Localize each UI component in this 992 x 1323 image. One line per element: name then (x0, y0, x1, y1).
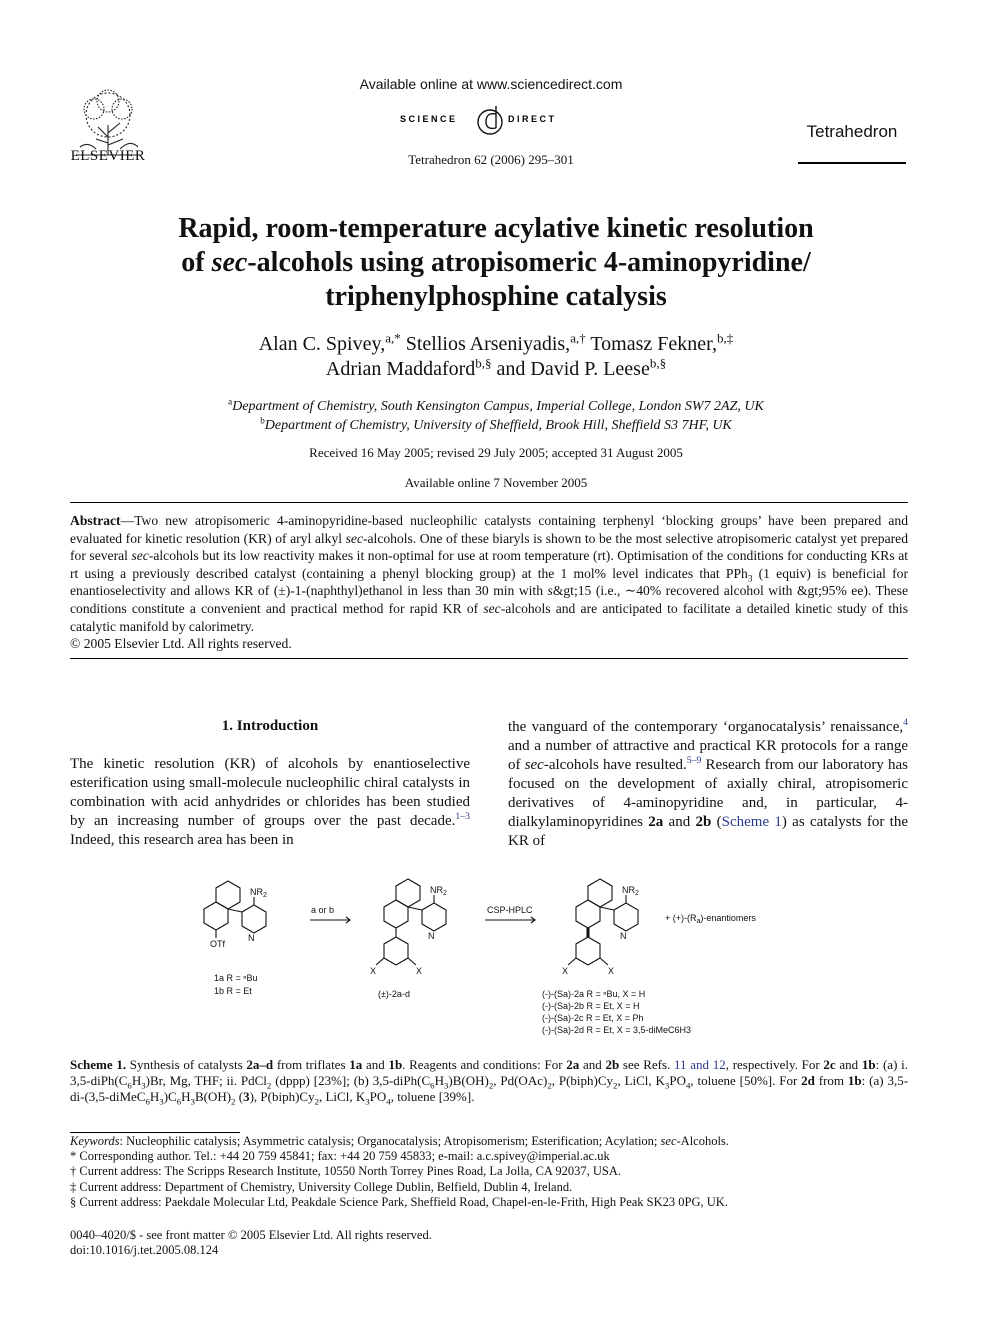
x-label: X (416, 966, 423, 976)
product-2b: (-)-(Sa)-2b R = Et, X = H (542, 1001, 640, 1011)
author: Tomasz Fekner, (590, 333, 718, 355)
elsevier-wordmark: ELSEVIER (70, 148, 146, 164)
author: Alan C. Spivey, (258, 333, 386, 355)
n-label: N (428, 931, 435, 941)
product-2a: (-)-(Sa)-2a R = ⁿBu, X = H (542, 989, 646, 999)
x-label: X (608, 966, 615, 976)
body-column-left: The kinetic resolution (KR) of alcohols by enantioselective esterification using small-molecule nucleophilic chiral catalysts in combination with acid anhydrides or chlorides has been studied by an increasing number of groups over the past decade.$^{1-3}$ Indeed, this research area has been in (70, 756, 470, 848)
nr2-label: $NR_2$ (622, 885, 639, 897)
citation-link[interactable]: 5–9 (686, 755, 702, 766)
scheme-link[interactable]: Scheme 1 (721, 814, 782, 830)
nr2-label: $NR_2$ (250, 887, 267, 899)
n-label: N (248, 933, 255, 943)
section-note: § Current address: Paekdale Molecular Ltd, Peakdale Science Park, Sheffield Road, Chapel-en-le-Frith, High Peak SK23 0PG, UK. (70, 1194, 728, 1209)
affiliation-a: $^a$Department of Chemistry, South Kensington Campus, Imperial College, London SW7 2AZ, UK (228, 396, 764, 414)
label-2: (±)-2a-d (378, 989, 410, 999)
dagger-note: † Current address: The Scripps Research Institute, 10550 North Torrey Pines Road, La Jolla, CA 92037, USA. (70, 1164, 622, 1179)
available-online-banner: Available online at www.sciencedirect.com (359, 76, 623, 92)
arrow1-label: a or b (311, 905, 335, 915)
citation-link[interactable]: 4 (903, 717, 908, 728)
product-2c: (-)-(Sa)-2c R = Et, X = Ph (542, 1013, 644, 1023)
journal-rule (798, 162, 906, 164)
corresponding-author-note: * Corresponding author. Tel.: +44 20 759 45841; fax: +44 20 759 45833; e-mail: a.c.spivey@imperial.ac.uk (70, 1149, 610, 1164)
author: and David P. Leese (496, 358, 650, 380)
scheme-caption: Scheme 1. Synthesis of catalysts 2a–d from triflates 1a and 1b. Reagents and conditions: For 2a and 2b see Refs. 11 and 12, respectively. For 2c and 1b: (a) i. $3,5-diPh(C_6H_3)Br$, Mg, THF; ii. PdCl$_2$ (dppp) [23%]; (b) $3,5-diPh(C_6H_3)B(OH)_2$, $Pd(OAc)_2$, $P(biph)Cy_2$, LiCl, $K_3PO_4$, toluene [50%]. For 2d from 1b: (a) $3,5-di-(3,5-diMeC_6H_3)C_6H_3B(OH)_2$ (3), $P(biph)Cy_2$, LiCl, $K_3PO_4$, toluene [39%]. (70, 1057, 909, 1107)
author-list: Alan C. Spivey,$^{a,*}$ Stellios Arseniyadis,$^{a,\dagger}$ Tomasz Fekner,$^{b,\ddagger}$ Adrian Maddaford$^{b,\S}$ and David P. Leese$^{b,\S}$ (258, 330, 734, 380)
doi-line[interactable]: doi:10.1016/j.tet.2005.08.124 (70, 1243, 219, 1257)
enantiomers-label: + $(+)-(R_a)$-enantiomers (665, 913, 756, 925)
abstract-label: Abstract (70, 513, 121, 528)
otf-label: OTf (210, 939, 225, 949)
title-line-2: of sec-alcohols using atropisomeric 4-aminopyridine/ (181, 247, 811, 278)
sd-left-text: SCIENCE (400, 114, 458, 124)
section-heading: 1. Introduction (221, 718, 319, 734)
abstract-bottom-rule (70, 658, 908, 659)
citation-link[interactable]: 1–3 (455, 811, 470, 822)
footnotes (70, 1134, 908, 1210)
refs-link[interactable]: 11 and 12 (674, 1057, 726, 1072)
issn-line: 0040–4020/$ - see front matter © 2005 Elsevier Ltd. All rights reserved. (70, 1228, 432, 1242)
article-title (100, 212, 892, 314)
label-1b: 1b R = Et (214, 986, 252, 996)
n-label: N (620, 931, 627, 941)
abstract-copyright: © 2005 Elsevier Ltd. All rights reserved. (70, 636, 292, 652)
journal-citation: Tetrahedron 62 (2006) 295–301 (408, 152, 574, 167)
issn-doi (70, 1228, 570, 1258)
scheme-1-graphic (200, 875, 760, 1050)
journal-name: Tetrahedron (806, 122, 898, 141)
title-line-3: triphenylphosphine catalysis (325, 281, 667, 312)
abstract-top-rule (70, 502, 908, 503)
author: Adrian Maddaford (325, 358, 476, 380)
footnote-rule (70, 1132, 240, 1133)
nr2-label: $NR_2$ (430, 885, 447, 897)
arrow2-label: CSP-HPLC (487, 905, 533, 915)
body-column-right: the vanguard of the contemporary ‘organocatalysis’ renaissance,$^4$ and a number of attractive and practical KR protocols for a range of sec-alcohols have resulted.$^{5-9}$ Research from our laboratory has focused on the development of axially chiral, atropisomeric derivatives of 4-aminopyridine and, in particular, 4-dialkylaminopyridines 2a and 2b (Scheme 1) as catalysts for the KR of (508, 717, 909, 849)
affiliation-b: $^b$Department of Chemistry, University of Sheffield, Brook Hill, Sheffield S3 7HF, UK (260, 415, 732, 433)
available-online-date: Available online 7 November 2005 (404, 475, 588, 490)
received-dates: Received 16 May 2005; revised 29 July 2005; accepted 31 August 2005 (309, 445, 683, 460)
label-1a: 1a R = ⁿBu (214, 973, 258, 983)
abstract: Abstract—Two new atropisomeric 4-aminopyridine-based nucleophilic catalysts containing terphenyl ‘blocking groups’ have been prepared and evaluated for kinetic resolution (KR) of aryl alkyl sec-alcohols. One of these biaryls is shown to be the most selective atropisomeric catalyst yet prepared for several sec-alcohols but its low reactivity makes it non-optimal for use at room temperature (rt). Optimisation of the conditions for conducting KRs at rt using a previously described catalyst (containing a phenyl blocking group) at the 1 mol% level indicates that PPh$_3$ (1 equiv) is beneficial for enantioselectivity and allows KR of (±)-1-(naphthyl)ethanol in less than 30 min with s&gt;15 (i.e., ∼40% recovered alcohol with &gt;95% ee). These conditions constitute a convenient and practical method for rapid KR of sec-alcohols and are anticipated to facilitate a detailed kinetic study of this catalytic manifold by calorimetry. © 2005 Elsevier Ltd. All rights reserved. (70, 513, 909, 652)
author: Stellios Arseniyadis, (405, 333, 571, 355)
x-label: X (562, 966, 569, 976)
sciencedirect-logo (400, 100, 580, 138)
title-line-1: Rapid, room-temperature acylative kinetic resolution (178, 213, 814, 244)
x-label: X (370, 966, 377, 976)
sd-right-text: DIRECT (508, 114, 557, 124)
product-2d: (-)-(Sa)-2d R = Et, X = 3,5-diMeC6H3 (542, 1025, 692, 1035)
affiliations (100, 397, 892, 435)
double-dagger-note: ‡ Current address: Department of Chemistry, University College Dublin, Belfield, Dublin 4, Ireland. (70, 1179, 573, 1194)
keywords: Keywords: Nucleophilic catalysis; Asymmetric catalysis; Organocatalysis; Atropisomerism; Esterification; Acylation; sec-Alcohols. (70, 1134, 729, 1148)
